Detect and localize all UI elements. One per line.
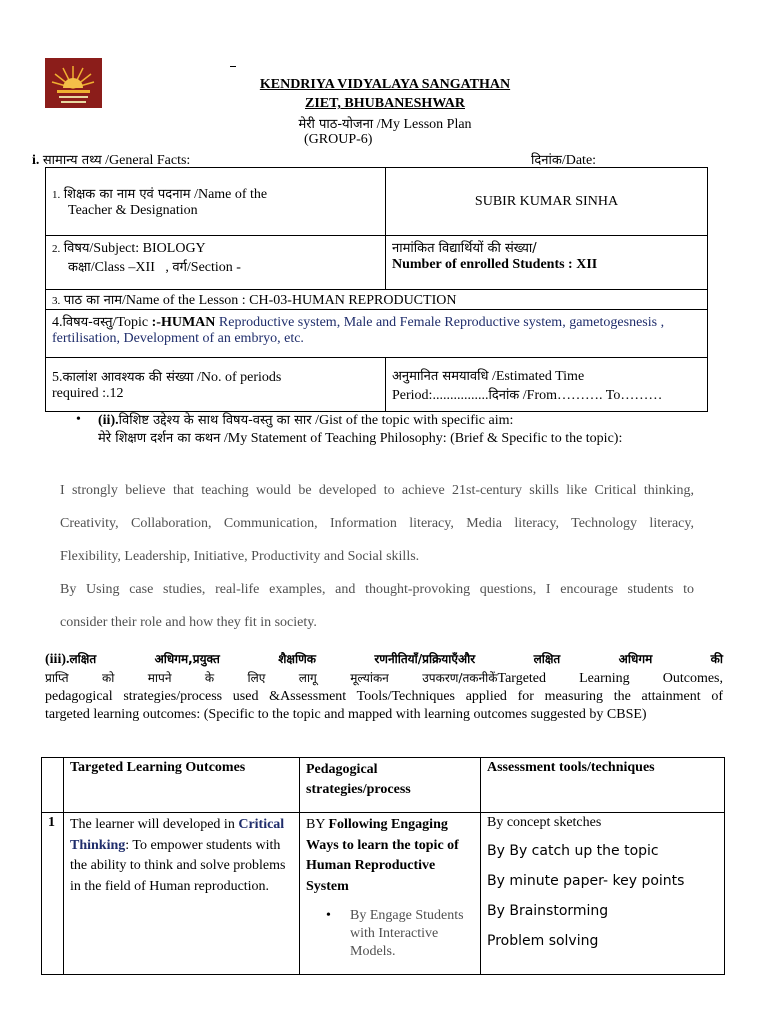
pedagogical-cell: BY Following Engaging Ways to learn the topic of Human Reproductive System • By Engage Students with Interactive Models. [300,813,481,975]
philosophy-line-5: consider their role and how they fit in society. [60,615,317,630]
assessment-item: By minute paper- key points [487,873,685,889]
topic-cell: 4.विषय-वस्तु/Topic :-HUMAN Reproductive system, Male and Female Reproductive system, gametogesnesis , fertilisation, Development of an embryo, etc. [46,310,708,358]
lesson-name-cell: 3. पाठ का नाम/Name of the Lesson : CH-03-HUMAN REPRODUCTION [46,290,708,310]
general-facts-label: i. सामान्य तथ्य /General Facts: [32,153,191,168]
pedagogical-bullet: • By Engage Students with Interactive Models. [326,908,464,959]
row-number: 1 [42,813,64,975]
header-num-cell [42,758,64,813]
philosophy-line-2: Creativity, Collaboration, Communication, Information literacy, Media literacy, Technology literacy, [60,516,694,531]
header-pedagogical: Pedagogical strategies/process [300,758,481,813]
bullet-dot: • [76,412,81,427]
teacher-name: SUBIR KUMAR SINHA [386,168,708,236]
header-assessment: Assessment tools/techniques [481,758,725,813]
section-iii-heading: (iii).लक्षित अधिगम,प्रयुक्त शैक्षणिक रणनीतियाँ/प्रक्रियाएँऔर लक्षित अधिगम की प्राप्ति को मापने के लिए लागू मूल्यांकन उपकरण/तकनीकेंTargeted Learning Outcomes, pedagogical strategies/process used &Assessment Tools/Techniques applied for measuring the attainment of targeted learning outcomes: (Specific to the topic and mapped with learning outcomes suggested by CBSE) [45,652,723,722]
assessment-item: By Brainstorming [487,903,609,919]
teacher-label-cell: 1. शिक्षक का नाम एवं पदनाम /Name of the Teacher & Designation [46,168,386,236]
kv-emblem-logo [45,58,102,108]
header-dash [230,66,236,67]
assessment-item: Problem solving [487,933,599,949]
philosophy-line-3: Flexibility, Leadership, Initiative, Productivity and Social skills. [60,549,420,564]
philosophy-line-1: I strongly believe that teaching would be developed to achieve 21st-century skills like Critical thinking, [60,483,694,498]
learning-outcome-cell: The learner will developed in Critical Thinking: To empower students with the ability to think and solve problems in the field of Human reproduction. [64,813,300,975]
unit-title: ZIET, BHUBANESHWAR [304,96,465,111]
assessment-item: By By catch up the topic [487,843,659,859]
gist-heading: (ii).विशिष्ट उद्देश्य के साथ विषय-वस्तु का सार /Gist of the topic with specific aim: मेरे शिक्षण दर्शन का कथन /My Statement of Teaching Philosophy: (Brief & Specific to the topic): [98,413,623,446]
assessment-item: By concept sketches [487,815,602,830]
assessment-cell [481,813,725,975]
enrolled-students-cell: नामांकित विद्यार्थियों की संख्या/ Number of enrolled Students : XII [386,236,708,290]
group-label: (GROUP-6) [304,132,373,147]
lesson-plan-title: मेरी पाठ-योजना /My Lesson Plan [298,117,472,132]
outcomes-table [41,757,725,975]
philosophy-line-4: By Using case studies, real-life examples, and thought-provoking questions, I encourage students to [60,582,694,597]
estimated-time-cell: अनुमानित समयावधि /Estimated Time Period:................दिनांक /From………. To……… [386,358,708,412]
header-learning-outcomes: Targeted Learning Outcomes [64,758,300,813]
org-title: KENDRIYA VIDYALAYA SANGATHAN [259,77,511,92]
general-facts-table [45,167,708,412]
date-label: दिनांक/Date: [531,153,597,168]
subject-class-cell: 2. विषय/Subject: BIOLOGY कक्षा/Class –XII , वर्ग/Section - [46,236,386,290]
periods-cell: 5.कालांश आवश्यक की संख्या /No. of periods required :.12 [46,358,386,412]
